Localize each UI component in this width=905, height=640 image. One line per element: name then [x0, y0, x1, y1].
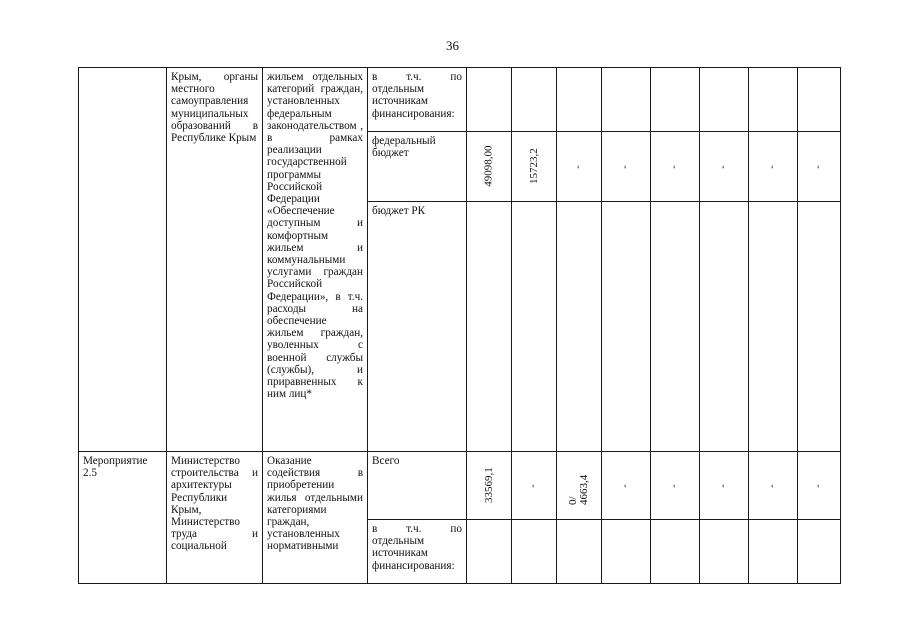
value-text: - — [527, 484, 539, 488]
event-cell-empty — [79, 68, 167, 452]
table-row — [79, 68, 841, 132]
value-cell — [557, 132, 602, 202]
value-text: - — [668, 165, 680, 169]
value-cell — [798, 68, 841, 132]
value-cell — [700, 132, 749, 202]
value-cell — [602, 520, 651, 584]
value-cell — [467, 202, 512, 452]
value-cell — [557, 202, 602, 452]
description-cell: Оказание содействия в приобретении жилья отдельными категориями граждан, установленных нормативными — [263, 452, 368, 584]
value-cell — [798, 520, 841, 584]
value-cell — [700, 452, 749, 520]
value-text: 33569,1 — [482, 467, 495, 504]
value-cell — [651, 520, 700, 584]
value-cell — [700, 202, 749, 452]
source-rk-cell: бюджет РК — [368, 202, 467, 452]
value-cell — [651, 132, 700, 202]
value-text: 15723,2 — [527, 148, 540, 185]
value-text: - — [619, 484, 631, 488]
table-row — [79, 452, 841, 520]
value-cell — [749, 68, 798, 132]
value-cell — [512, 132, 557, 202]
executor-cell: Крым, органы местного самоуправления муниципальных образований в Республике Крым — [167, 68, 263, 452]
value-text: - — [619, 165, 631, 169]
value-text: 49098,00 — [482, 145, 495, 188]
value-text: - — [668, 484, 680, 488]
value-cell — [602, 452, 651, 520]
value-cell — [467, 452, 512, 520]
value-text: - — [572, 165, 584, 169]
value-cell — [467, 68, 512, 132]
value-text: - — [766, 165, 778, 169]
source-federal-cell: федеральный бюджет — [368, 132, 467, 202]
value-cell — [467, 132, 512, 202]
value-text: - — [717, 484, 729, 488]
value-cell — [749, 452, 798, 520]
value-cell — [602, 68, 651, 132]
source-incl-cell: в т.ч. по отдельным источникам финансирования: — [368, 68, 467, 132]
value-cell — [651, 202, 700, 452]
value-text: - — [812, 484, 824, 488]
value-cell — [749, 202, 798, 452]
value-text: - — [717, 165, 729, 169]
value-text: - — [766, 484, 778, 488]
source-incl-cell: в т.ч. по отдельным источникам финансирования: — [368, 520, 467, 584]
value-cell — [557, 520, 602, 584]
value-cell — [512, 520, 557, 584]
value-cell — [651, 452, 700, 520]
value-cell — [749, 520, 798, 584]
value-cell — [700, 68, 749, 132]
value-cell — [798, 132, 841, 202]
value-cell — [798, 202, 841, 452]
value-cell — [749, 132, 798, 202]
value-cell — [798, 452, 841, 520]
value-cell — [512, 202, 557, 452]
value-cell — [700, 520, 749, 584]
financing-table — [78, 67, 841, 584]
value-text: - — [812, 165, 824, 169]
value-cell — [602, 202, 651, 452]
value-cell — [512, 452, 557, 520]
value-text: 0/ 4663,4 — [567, 475, 590, 506]
value-cell — [602, 132, 651, 202]
value-cell — [651, 68, 700, 132]
value-cell — [512, 68, 557, 132]
value-cell — [557, 452, 602, 520]
page-number: 36 — [446, 38, 459, 53]
value-cell — [467, 520, 512, 584]
source-total-cell: Всего — [368, 452, 467, 520]
event-cell: Мероприятие 2.5 — [79, 452, 167, 584]
executor-cell: Министерство строительства и архитектуры Республики Крым, Министерство труда и социальной — [167, 452, 263, 584]
value-cell — [557, 68, 602, 132]
description-cell: жильем отдельных категорий граждан, установленных федеральным законодательством , в рамках реализации государственной программы Российской Федерации «Обеспечение доступным и комфортным жильем и коммунальными услугами граждан Российской Федерации», в т.ч. расходы на обеспечение жильем граждан, уволенных с военной службы (службы), и приравненных к ним лиц* — [263, 68, 368, 452]
